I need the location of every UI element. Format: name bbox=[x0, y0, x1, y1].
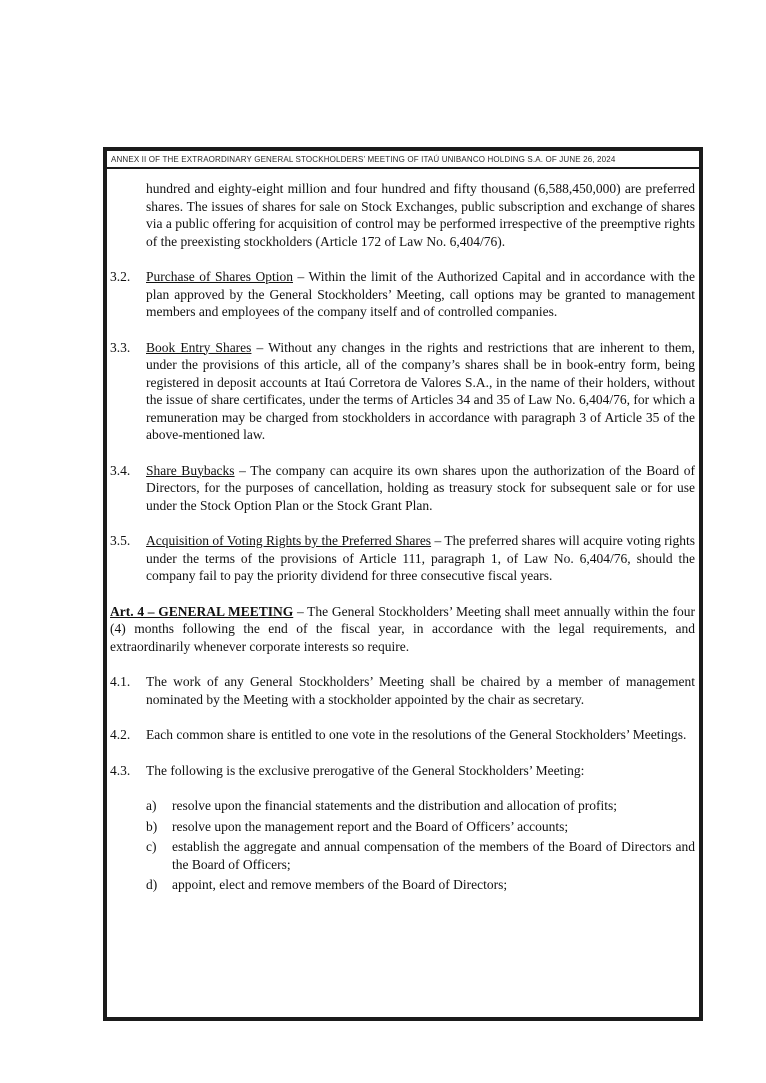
list-item bbox=[146, 876, 695, 894]
section-body bbox=[146, 339, 695, 444]
article-4-paragraph bbox=[110, 603, 695, 656]
section-title: Purchase of Shares Option bbox=[146, 269, 293, 284]
section-body bbox=[146, 462, 695, 515]
document-frame bbox=[103, 147, 703, 1021]
section-text: – The company can acquire its own shares upon the authorization of the Board of Directors, for the purposes of cancellation, holding as treasury stock for subsequent sale or for use under the Stock Option Plan or the Stock Grant Plan. bbox=[146, 462, 696, 513]
section-number: 4.2. bbox=[110, 727, 131, 742]
list-marker: a) bbox=[146, 798, 157, 813]
list-text: resolve upon the financial statements and the distribution and allocation of profits; bbox=[172, 798, 618, 813]
list-item bbox=[146, 818, 695, 836]
section-4-2 bbox=[110, 726, 695, 744]
section-text: Each common share is entitled to one vote in the resolutions of the General Stockholders’ Meetings. bbox=[146, 727, 687, 742]
section-3-4 bbox=[110, 462, 695, 515]
prerogatives-list bbox=[146, 797, 695, 894]
section-3-2 bbox=[110, 268, 695, 321]
document-body bbox=[107, 169, 699, 894]
section-text: The work of any General Stockholders’ Meeting shall be chaired by a member of management nominated by the Meeting with a stockholder appointed by the chair as secretary. bbox=[146, 674, 695, 707]
list-item bbox=[146, 797, 695, 815]
section-body bbox=[146, 268, 695, 321]
list-item bbox=[146, 838, 695, 873]
list-text: resolve upon the management report and the Board of Officers’ accounts; bbox=[172, 818, 569, 834]
annex-header: ANNEX II OF THE EXTRAORDINARY GENERAL STOCKHOLDERS’ MEETING OF ITAÚ UNIBANCO HOLDING S.A. OF JUNE 26, 2024 bbox=[107, 151, 699, 169]
section-3-3 bbox=[110, 339, 695, 444]
section-number: 3.2. bbox=[110, 269, 131, 284]
article-4-text: – The General Stockholders’ Meeting shall meet annually within the four (4) months following the end of the fiscal year, in accordance with the legal requirements, and extraordinarily whenever corporate interests so require. bbox=[110, 603, 695, 654]
section-title: Book Entry Shares bbox=[146, 339, 252, 355]
section-text: – The preferred shares will acquire voting rights under the terms of the provisions of Article 111, paragraph 1, of Law No. 6,404/76, should the company fail to pay the priority dividend for three consecutive fiscal years. bbox=[146, 533, 695, 583]
section-text: The following is the exclusive prerogative of the General Stockholders’ Meeting: bbox=[146, 762, 585, 778]
article-4-title: Art. 4 – GENERAL MEETING bbox=[110, 603, 294, 619]
section-4-3 bbox=[110, 762, 695, 780]
list-marker: d) bbox=[146, 877, 158, 892]
section-body bbox=[146, 532, 695, 585]
intro-paragraph: hundred and eighty-eight million and four hundred and fifty thousand (6,588,450,000) are preferred shares. The issues of shares for sale on Stock Exchanges, public subscription and exchange of shares via a public offering for acquisition of control may be performed irrespective of the preemptive rights of the preexisting stockholders (Article 172 of Law No. 6,404/76). bbox=[146, 181, 695, 249]
section-3-5 bbox=[110, 532, 695, 585]
section-number: 4.3. bbox=[110, 762, 131, 778]
list-marker: b) bbox=[146, 818, 158, 834]
section-text: – Within the limit of the Authorized Capital and in accordance with the plan approved by the General Stockholders’ Meeting, call options may be granted to management members and employees of the company itself and of controlled companies. bbox=[146, 269, 695, 319]
section-number: 3.5. bbox=[110, 533, 131, 548]
section-text: – Without any changes in the rights and restrictions that are inherent to them, under the provisions of this article, all of the company’s shares shall be in book-entry form, being registered in deposit accounts at Itaú Corretora de Valores S.A., in the name of their holders, without the issue of share certificates, under the terms of Articles 34 and 35 of Law No. 6,404/76, for which a remuneration may be charged from stockholders in accordance with paragraph 3 of Article 35 of the above-mentioned law. bbox=[146, 339, 695, 442]
section-number: 3.3. bbox=[110, 339, 131, 355]
list-text: appoint, elect and remove members of the Board of Directors; bbox=[172, 877, 508, 892]
section-title: Acquisition of Voting Rights by the Preferred Shares bbox=[146, 533, 432, 548]
list-marker: c) bbox=[146, 839, 157, 854]
section-number: 3.4. bbox=[110, 462, 131, 478]
list-text: establish the aggregate and annual compensation of the members of the Board of Directors and the Board of Officers; bbox=[172, 839, 695, 872]
section-4-1 bbox=[110, 673, 695, 708]
section-number: 4.1. bbox=[110, 674, 131, 689]
section-title: Share Buybacks bbox=[146, 462, 235, 478]
